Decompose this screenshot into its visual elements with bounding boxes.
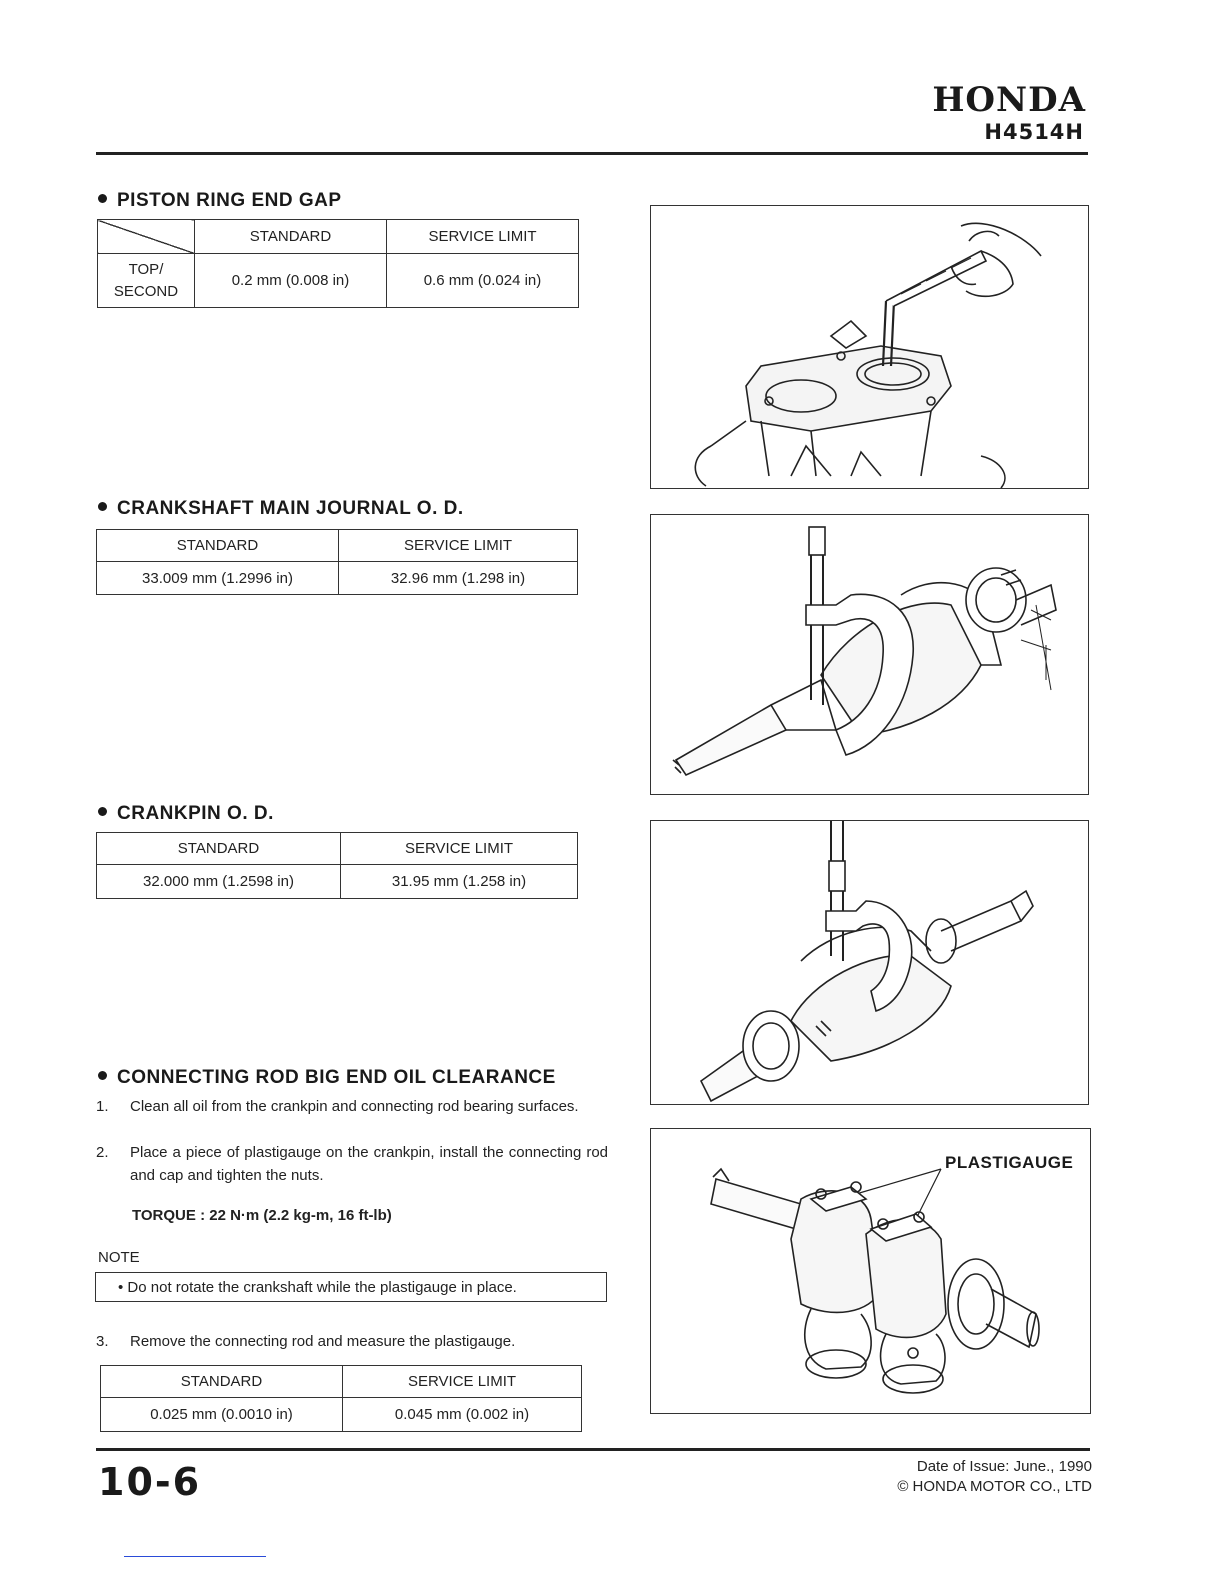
spec-table-oil-clearance bbox=[100, 1365, 582, 1432]
spec-table-crankpin bbox=[96, 832, 578, 899]
section-title-piston-ring bbox=[98, 190, 342, 212]
section-title-text: CRANKSHAFT MAIN JOURNAL O. D. bbox=[117, 498, 464, 519]
table-row-label bbox=[98, 254, 195, 308]
section-title-text: CRANKPIN O. D. bbox=[117, 803, 274, 824]
row-label-line: SECOND bbox=[113, 282, 179, 300]
list-item bbox=[96, 1095, 608, 1141]
step-text: Place a piece of plastigauge on the crankpin, install the connecting rod and cap and tighten the nuts. bbox=[130, 1144, 608, 1184]
section-title-crankpin bbox=[98, 803, 274, 825]
footer-rule bbox=[96, 1448, 1090, 1451]
torque-spec: TORQUE : 22 N·m (2.2 kg-m, 16 ft-lb) bbox=[132, 1207, 392, 1224]
table-cell-service-limit: 31.95 mm (1.258 in) bbox=[341, 865, 578, 899]
blue-link-line bbox=[124, 1556, 266, 1557]
callout-label-plastigauge: PLASTIGAUGE bbox=[945, 1153, 1074, 1172]
table-header: STANDARD bbox=[101, 1366, 343, 1398]
table-header: SERVICE LIMIT bbox=[387, 220, 579, 254]
table-cell-standard: 33.009 mm (1.2996 in) bbox=[97, 562, 339, 595]
figure-plastigauge bbox=[650, 1128, 1091, 1414]
note-label: NOTE bbox=[98, 1249, 140, 1266]
section-title-main-journal bbox=[98, 498, 464, 520]
table-cell-service-limit: 32.96 mm (1.298 in) bbox=[339, 562, 578, 595]
spec-table-piston-ring bbox=[97, 219, 579, 308]
crankshaft-micrometer-journal-illustration bbox=[651, 515, 1088, 794]
note-text: • Do not rotate the crankshaft while the plastigauge in place. bbox=[118, 1279, 517, 1296]
table-cell-standard: 0.025 mm (0.0010 in) bbox=[101, 1398, 343, 1432]
crankshaft-micrometer-crankpin-illustration bbox=[651, 821, 1088, 1104]
table-cell-service-limit: 0.045 mm (0.002 in) bbox=[343, 1398, 582, 1432]
list-item bbox=[96, 1141, 608, 1187]
table-header: SERVICE LIMIT bbox=[339, 530, 578, 562]
step-text: Remove the connecting rod and measure the plastigauge. bbox=[130, 1333, 516, 1350]
table-header: STANDARD bbox=[97, 530, 339, 562]
section-title-text: CONNECTING ROD BIG END OIL CLEARANCE bbox=[117, 1067, 556, 1088]
row-label-line: TOP/ bbox=[128, 260, 164, 278]
spec-table-main-journal bbox=[96, 529, 578, 595]
bullet-icon bbox=[98, 1071, 107, 1080]
figure-main-journal bbox=[650, 514, 1089, 795]
table-cell-service-limit: 0.6 mm (0.024 in) bbox=[387, 254, 579, 308]
table-cell-standard: 0.2 mm (0.008 in) bbox=[195, 254, 387, 308]
date-of-issue: Date of Issue: June., 1990 bbox=[916, 1458, 1092, 1475]
table-header: STANDARD bbox=[97, 833, 341, 865]
step-text: Clean all oil from the crankpin and connecting rod bearing surfaces. bbox=[130, 1098, 579, 1115]
section-title-text: PISTON RING END GAP bbox=[117, 190, 342, 211]
list-item bbox=[96, 1330, 608, 1354]
header-rule bbox=[96, 152, 1088, 155]
copyright: © HONDA MOTOR CO., LTD bbox=[897, 1478, 1092, 1495]
cylinder-feeler-gauge-illustration bbox=[651, 206, 1088, 488]
step-number: 2. bbox=[96, 1144, 109, 1161]
bullet-icon bbox=[98, 502, 107, 511]
note-box bbox=[95, 1272, 607, 1302]
bullet-icon bbox=[98, 807, 107, 816]
brand-logo: HONDA bbox=[932, 80, 1086, 120]
table-corner-cell bbox=[98, 220, 195, 254]
table-cell-standard: 32.000 mm (1.2598 in) bbox=[97, 865, 341, 899]
step-number: 3. bbox=[96, 1333, 109, 1350]
bullet-icon bbox=[98, 194, 107, 203]
table-header: SERVICE LIMIT bbox=[343, 1366, 582, 1398]
section-title-oil-clearance bbox=[98, 1067, 556, 1089]
page-number: 10-6 bbox=[98, 1460, 202, 1504]
figure-crankpin bbox=[650, 820, 1089, 1105]
step-number: 1. bbox=[96, 1098, 109, 1115]
figure-piston-ring-gap bbox=[650, 205, 1089, 489]
table-header: STANDARD bbox=[195, 220, 387, 254]
table-header: SERVICE LIMIT bbox=[341, 833, 578, 865]
model-code: H4514H bbox=[984, 120, 1084, 144]
